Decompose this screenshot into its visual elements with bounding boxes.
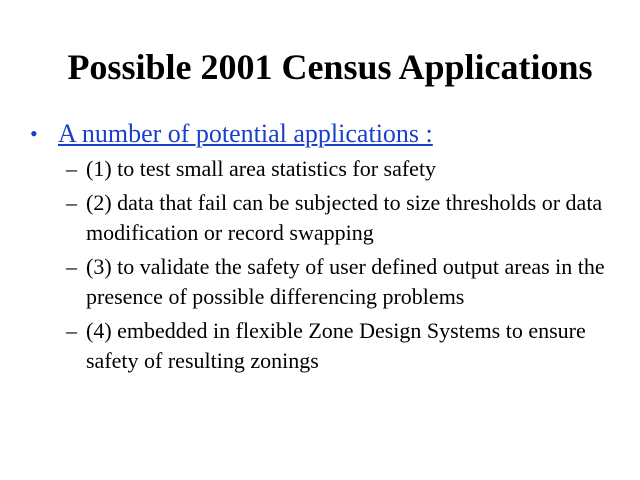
sub-bullet-marker: – — [66, 156, 77, 181]
sub-bullet-text: (4) embedded in flexible Zone Design Systems to ensure safety of resulting zonings — [86, 318, 586, 373]
sub-bullet-item-3 — [66, 252, 630, 312]
sub-bullet-marker: – — [66, 190, 77, 215]
sub-bullet-text: (2) data that fail can be subjected to size thresholds or data modification or record swapping — [86, 190, 603, 245]
sub-bullet-item-4 — [66, 316, 630, 376]
bullet-item — [30, 118, 630, 150]
bullet-marker: • — [30, 121, 38, 146]
sub-bullet-marker: – — [66, 318, 77, 343]
sub-bullet-text: (3) to validate the safety of user defined output areas in the presence of possible differencing problems — [86, 254, 605, 309]
sub-bullet-item-1 — [66, 154, 630, 184]
bullet-list — [30, 118, 630, 380]
sub-bullet-list — [30, 154, 630, 376]
sub-bullet-marker: – — [66, 254, 77, 279]
bullet-link-text[interactable]: A number of potential applications : — [58, 119, 433, 148]
slide-title: Possible 2001 Census Applications — [67, 47, 593, 87]
sub-bullet-text: (1) to test small area statistics for safety — [86, 156, 437, 181]
sub-bullet-item-2 — [66, 188, 630, 248]
